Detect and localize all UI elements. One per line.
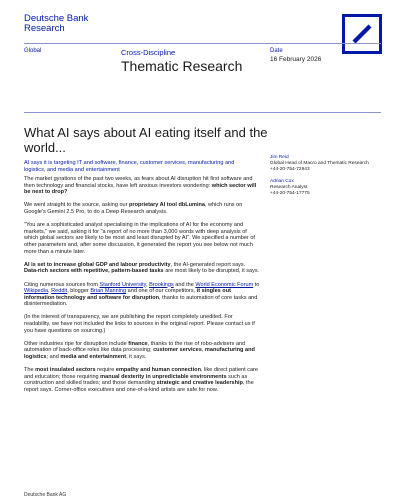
link-brookings[interactable]: Brookings — [149, 281, 174, 288]
author-card — [270, 179, 385, 197]
paragraph: (In the interest of transparency, we are publishing the report completely unedited. For readability, we have not included the links to sources in the original report. Please contact us if you have questions on sourcing.) — [24, 314, 255, 334]
paragraph: The market gyrations of the past two weeks, as fears about AI disruption hit first software and then technology and financial stocks, have left anxious investors wondering: which sector will be next to drop? — [24, 176, 257, 196]
page-footer: Deutsche Bank AG — [24, 492, 67, 498]
author-phone: +44-20-754-17775 — [270, 191, 310, 196]
author-phone: +44-20-754-72943 — [270, 167, 310, 172]
brand-name: Deutsche Bank — [24, 13, 89, 24]
region-label: Global — [24, 48, 42, 54]
brand-wordmark — [24, 14, 88, 34]
article-headline: What AI says about AI eating itself and the world... — [24, 125, 268, 155]
section-divider — [24, 112, 381, 113]
author-name: Jim Reid — [270, 155, 289, 160]
date-label: Date — [270, 48, 283, 54]
link-wikipedia[interactable]: Wikipedia — [24, 288, 49, 295]
brand-subtitle: Research — [24, 23, 65, 34]
header-divider — [24, 43, 381, 44]
link-wef[interactable]: World Economic Forum — [195, 281, 254, 288]
author-card — [270, 155, 385, 173]
link-brian-manning[interactable]: Brian Manning — [90, 288, 127, 295]
author-role: Research Analyst — [270, 185, 308, 190]
report-date: 16 February 2026 — [270, 56, 322, 63]
paragraph: AI is set to increase global GDP and labour productivity, the AI-generated report says. Data-rich sectors with repetitive, pattern-based tasks are most likely to be disrupted, it says. — [24, 261, 260, 275]
link-reddit[interactable]: Reddit — [51, 288, 68, 295]
paragraph: We went straight to the source, asking our proprietary AI tool dbLumina, which runs on Google's Gemini 2.5 Pro, to do a Deep Research analysis. — [24, 202, 243, 215]
author-role: Global Head of Macro and Thematic Research — [270, 161, 369, 166]
article-body — [24, 176, 260, 400]
author-name: Adrian Cox — [270, 179, 294, 184]
link-stanford[interactable]: Stanford University — [99, 281, 146, 288]
paragraph: Citing numerous sources from Stanford University, Brookings and the World Economic Forum to Wikipedia, Reddit, blogger Brian Manning and one of our competitors, it singles out information technology and software for disruption, thanks to automation of core tasks and disintermediation. — [24, 281, 260, 308]
report-title: Thematic Research — [121, 58, 243, 74]
article-lead: AI says it is targeting IT and software, finance, customer services, manufacturing and logistics, and media and entertainment — [24, 160, 235, 173]
paragraph: Other industries ripe for disruption include finance, thanks to the rise of robo-advisers and automation of back-office roles like data processing; customer services, manufacturing and logistics; and media and entertainment, it says. — [24, 340, 255, 361]
author-list — [270, 155, 385, 203]
paragraph: The most insulated sectors require empathy and human connection, like direct patient care and education; those requiring manual dexterity in unpredictable environments such as construction and skilled trades; and those demanding strategic and creative leadership, the report says. Corner-office executives and one-of-a-kind artists are safe for now. — [24, 367, 258, 393]
paragraph: "You are a sophisticated analyst specialising in the implications of AI for the economy and markets," we said, asking it for "a report of no more than 3,000 words with deep analysis of which global sectors are likely to be most and least disrupted by AI". We specified a number of other parameters and, after some discussion, it generated the report you see below not much more than a minute later. — [24, 222, 255, 255]
report-category: Cross-Discipline — [121, 48, 176, 57]
deutsche-bank-logo-icon — [342, 14, 382, 54]
